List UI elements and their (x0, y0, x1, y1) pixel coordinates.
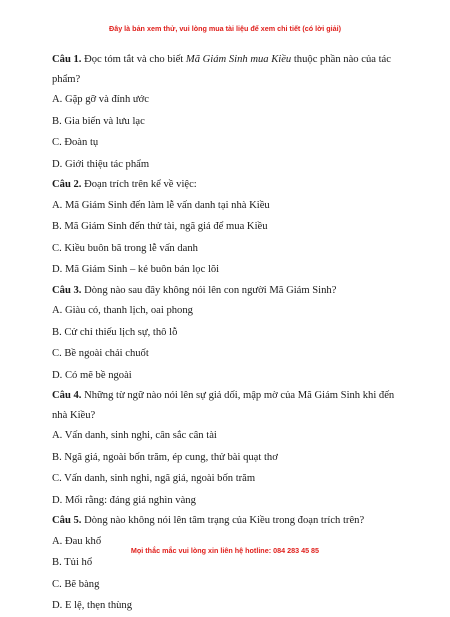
option-d: D. E lệ, thẹn thùng (52, 600, 133, 611)
question-text: Dòng nào không nói lên tâm trạng của Kiều trong đoạn trích trên? (81, 515, 365, 526)
option-d: D. Mối rằng: đáng giá nghìn vàng (52, 494, 196, 506)
question-number: Câu 4. (52, 390, 82, 401)
question-number: Câu 3. (52, 284, 82, 296)
option-c: C. Vấn danh, sinh nghi, ngã giá, ngoài bốn trăm (52, 473, 256, 484)
question-number: Câu 5. (52, 515, 82, 526)
question-text: Dòng nào sau đây không nói lên con người Mã Giám Sinh? (81, 284, 337, 296)
work-title: Mã Giám Sinh mua Kiều (185, 54, 292, 65)
option-d: D. Có mẽ bề ngoài (52, 369, 132, 381)
question-number: Câu 2. (52, 179, 82, 190)
option-a: A. Gặp gỡ và đính ước (52, 94, 149, 105)
option-b: B. Tủi hổ (52, 557, 93, 568)
option-d: D. Mã Giám Sinh – kẻ buôn bán lọc lõi (52, 264, 220, 275)
question-text: thuộc phần nào của tác phẩm? (52, 54, 391, 85)
option-a: A. Giàu có, thanh lịch, oai phong (52, 305, 193, 316)
question-2 (52, 175, 404, 195)
preview-notice-banner: Đây là bản xem thử, vui lòng mua tài liệu để xem chi tiết (có lời giải) (109, 24, 341, 33)
option-a: A. Mã Giám Sinh đến làm lễ vấn danh tại nhà Kiều (52, 199, 270, 211)
question-1 (52, 50, 404, 89)
question-text: Những từ ngữ nào nói lên sự giả dối, mập mờ của Mã Giám Sinh khi đến nhà Kiều? (52, 390, 395, 421)
option-a: A. Vấn danh, sinh nghi, cân sắc cân tài (52, 430, 217, 441)
question-text: Đoạn trích trên kể về việc: (81, 179, 197, 190)
option-d: D. Giới thiệu tác phẩm (52, 158, 150, 170)
question-3 (52, 281, 404, 301)
option-c: C. Bẽ bàng (52, 578, 100, 590)
option-c: C. Bề ngoài chải chuốt (52, 348, 149, 359)
option-a: A. Đau khổ (52, 535, 102, 547)
option-b: B. Cử chỉ thiếu lịch sự, thô lỗ (52, 326, 178, 338)
question-4 (52, 386, 404, 425)
option-b: B. Gia biến và lưu lạc (52, 115, 145, 127)
option-c: C. Kiều buôn bã trong lễ vấn danh (52, 242, 198, 254)
hotline-footer: Mọi thắc mắc vui lòng xin liên hệ hotline: 084 283 45 85 (130, 546, 320, 555)
document-body (52, 50, 404, 617)
question-5 (52, 511, 404, 531)
question-number: Câu 1. (52, 54, 82, 65)
option-b: B. Ngã giá, ngoài bốn trăm, ép cung, thử bài quạt thơ (52, 451, 278, 463)
question-text: Đọc tóm tắt và cho biết (81, 54, 186, 65)
option-c: C. Đoàn tụ (52, 137, 99, 148)
option-b: B. Mã Giám Sinh đến thử tài, ngã giá để mua Kiều (52, 221, 268, 232)
